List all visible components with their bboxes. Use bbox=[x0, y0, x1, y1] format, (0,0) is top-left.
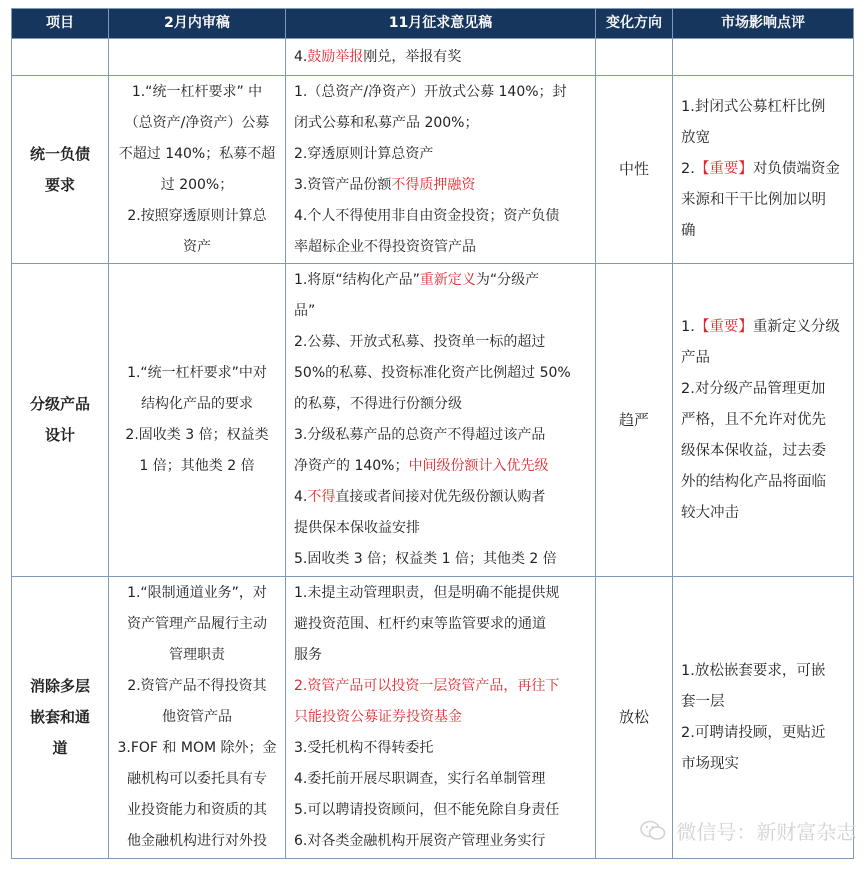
text-line bbox=[294, 232, 589, 263]
highlight-text: 中间级份额计入优先级 bbox=[408, 458, 549, 474]
text-line: 他资管产品 bbox=[162, 709, 232, 725]
text-line bbox=[681, 749, 845, 780]
comment-lines bbox=[681, 92, 845, 247]
item-line: 消除多层 bbox=[29, 677, 90, 695]
feb-lines bbox=[115, 358, 279, 482]
item-line: 设计 bbox=[44, 426, 75, 444]
text-line bbox=[294, 358, 589, 389]
text-line bbox=[294, 327, 589, 358]
text-line: 结构化产品的要求 bbox=[141, 396, 253, 412]
highlight-text: 不得质押融资 bbox=[391, 176, 476, 193]
nov-lines bbox=[294, 77, 589, 263]
text-segment: 5.可以聘请投资顾问，但不能免除自身责任 bbox=[294, 802, 560, 818]
feb-lines bbox=[115, 77, 279, 263]
item-line: 分级产品 bbox=[29, 395, 90, 413]
text-line bbox=[294, 451, 589, 482]
header-nov-draft: 11月征求意见稿 bbox=[286, 9, 596, 39]
text-line bbox=[294, 420, 589, 451]
text-segment: 率超标企业不得投资资管产品 bbox=[294, 238, 476, 255]
item-cell bbox=[12, 76, 109, 264]
text-line: 1 倍；其他类 2 倍 bbox=[139, 458, 255, 474]
watermark bbox=[640, 816, 856, 847]
table-row bbox=[12, 264, 854, 577]
text-line bbox=[294, 733, 589, 764]
wechat-icon bbox=[640, 820, 666, 847]
text-segment: 闭式公募和私募产品 200%； bbox=[294, 114, 479, 131]
text-segment: 产品 bbox=[681, 349, 710, 366]
text-line bbox=[681, 656, 845, 687]
text-segment: 服务 bbox=[294, 647, 322, 663]
text-line bbox=[681, 312, 845, 343]
text-segment: 对负债端资金 bbox=[752, 161, 840, 177]
text-segment: 4. bbox=[294, 489, 308, 505]
header-comment: 市场影响点评 bbox=[673, 9, 854, 39]
highlight-text: 【重要】 bbox=[694, 161, 753, 177]
direction-cell: 放松 bbox=[596, 577, 673, 859]
text-segment: 2.公募、开放式私募、投资单一标的超过 bbox=[294, 334, 546, 350]
feb-cell bbox=[109, 76, 286, 264]
text-line bbox=[294, 640, 589, 671]
text-segment: 2. bbox=[681, 161, 695, 177]
text-segment: 2.对分级产品管理更加 bbox=[681, 380, 826, 397]
text-segment: 6.对各类金融机构开展资产管理业务实行 bbox=[294, 833, 546, 849]
text-line: 业投资能力和资质的其 bbox=[127, 802, 267, 818]
text-segment: 1.封闭式公募杠杆比例 bbox=[681, 99, 826, 115]
text-segment: 1.（总资产/净资产）开放式公募 140%；封 bbox=[294, 83, 567, 100]
text-line: 2.固收类 3 倍；权益类 bbox=[125, 427, 269, 443]
text-line bbox=[681, 467, 845, 498]
text-line bbox=[681, 687, 845, 718]
item-line: 嵌套和通 bbox=[29, 708, 90, 726]
comment-cell bbox=[673, 76, 854, 264]
text-segment: 提供保本保收益安排 bbox=[294, 520, 420, 536]
text-line bbox=[294, 42, 589, 73]
text-segment: 确 bbox=[681, 223, 696, 239]
text-line bbox=[294, 826, 589, 857]
highlight-text: 2.资管产品可以投资一层资管产品，再往下 bbox=[294, 678, 560, 694]
text-line bbox=[681, 185, 845, 216]
text-segment: 4.个人不得使用非自由资金投资；资产负债 bbox=[294, 207, 560, 224]
text-segment: 外的结构化产品将面临 bbox=[681, 473, 826, 490]
text-line bbox=[294, 609, 589, 640]
text-line bbox=[294, 544, 589, 575]
text-line bbox=[681, 498, 845, 529]
item-line: 要求 bbox=[44, 175, 75, 194]
text-line bbox=[681, 343, 845, 374]
text-segment: 来源和干干比例加以明 bbox=[681, 192, 826, 208]
highlight-text: 【重要】 bbox=[694, 318, 753, 335]
nov-cell bbox=[286, 39, 596, 76]
highlight-text: 只能投资公募证券投资基金 bbox=[294, 709, 462, 725]
text-line: 2.资管产品不得投资其 bbox=[127, 678, 267, 694]
nov-lines bbox=[294, 578, 589, 857]
comparison-table bbox=[11, 8, 857, 859]
text-line: 过 200%； bbox=[160, 176, 234, 193]
text-segment: 刚兑，举报有奖 bbox=[363, 48, 462, 65]
item-cell bbox=[12, 577, 109, 859]
text-line bbox=[294, 265, 589, 296]
text-segment: 1.将原“结构化产品” bbox=[294, 272, 420, 288]
highlight-text: 不得 bbox=[307, 489, 336, 505]
text-line bbox=[294, 513, 589, 544]
text-line: 管理职责 bbox=[169, 647, 225, 663]
text-line: 资产 bbox=[183, 238, 211, 255]
text-line: 资产管理产品履行主动 bbox=[127, 616, 267, 632]
text-segment: 1.未提主动管理职责，但是明确不能提供规 bbox=[294, 585, 560, 601]
text-segment: 避投资范围、杠杆约束等监管要求的通道 bbox=[294, 616, 546, 632]
text-line bbox=[681, 92, 845, 123]
text-segment: 级保本保收益，过去委 bbox=[681, 442, 826, 459]
text-line bbox=[294, 170, 589, 201]
header-feb-draft: 2月内审稿 bbox=[109, 9, 286, 39]
text-segment: 套一层 bbox=[681, 693, 725, 710]
direction-cell: 趋严 bbox=[596, 264, 673, 577]
direction-cell: 中性 bbox=[596, 76, 673, 264]
text-segment: 放宽 bbox=[681, 130, 710, 146]
text-segment: 净资产的 140%； bbox=[294, 458, 409, 474]
text-segment: 为“分级产 bbox=[475, 272, 540, 288]
text-segment: 市场现实 bbox=[681, 755, 739, 772]
item-cell bbox=[12, 264, 109, 577]
text-line: 3.FOF 和 MOM 除外；金 bbox=[117, 740, 277, 756]
highlight-text: 重新定义 bbox=[419, 272, 476, 288]
text-segment: 4.委托前开展尽职调查，实行名单制管理 bbox=[294, 771, 546, 787]
text-segment: 3.资管产品份额 bbox=[294, 176, 392, 193]
comment-lines bbox=[681, 656, 845, 780]
text-line bbox=[681, 154, 845, 185]
text-line: 2.按照穿透原则计算总 bbox=[127, 207, 267, 224]
text-line bbox=[294, 296, 589, 327]
text-line: 1.“统一杠杆要求”中对 bbox=[127, 365, 267, 381]
text-line bbox=[681, 405, 845, 436]
comment-cell bbox=[673, 39, 854, 76]
text-line: 不超过 140%；私募不超 bbox=[118, 145, 276, 162]
feb-lines bbox=[115, 578, 279, 857]
text-segment: 重新定义分级 bbox=[752, 318, 840, 335]
text-segment: 较大冲击 bbox=[681, 504, 739, 521]
text-segment: 的私募，不得进行份额分级 bbox=[294, 396, 462, 412]
text-segment: 品” bbox=[294, 303, 316, 319]
text-line bbox=[294, 578, 589, 609]
text-line bbox=[681, 718, 845, 749]
text-segment: 4. bbox=[294, 48, 308, 65]
header-row bbox=[12, 9, 854, 39]
text-line bbox=[681, 123, 845, 154]
text-segment: 2.可聘请投顾，更贴近 bbox=[681, 724, 826, 741]
feb-cell bbox=[109, 577, 286, 859]
feb-cell bbox=[109, 39, 286, 76]
text-line bbox=[681, 216, 845, 247]
table-row bbox=[12, 76, 854, 264]
nov-lines bbox=[294, 42, 589, 73]
text-segment: 5.固收类 3 倍；权益类 1 倍；其他类 2 倍 bbox=[294, 551, 557, 567]
text-segment: 1. bbox=[681, 318, 695, 335]
text-line bbox=[681, 436, 845, 467]
text-line bbox=[294, 482, 589, 513]
header-item: 项目 bbox=[12, 9, 109, 39]
item-line: 统一负债 bbox=[29, 144, 90, 163]
text-segment: 3.受托机构不得转委托 bbox=[294, 740, 434, 756]
nov-cell bbox=[286, 577, 596, 859]
text-segment: 1.放松嵌套要求，可嵌 bbox=[681, 662, 826, 679]
header-direction: 变化方向 bbox=[596, 9, 673, 39]
text-segment: 50%的私募、投资标准化资产比例超过 50% bbox=[294, 365, 571, 381]
item-line: 道 bbox=[52, 739, 68, 757]
text-line bbox=[681, 374, 845, 405]
text-segment: 直接或者间接对优先级份额认购者 bbox=[335, 489, 546, 505]
text-line bbox=[294, 764, 589, 795]
text-line bbox=[294, 671, 589, 702]
text-line bbox=[294, 389, 589, 420]
watermark-text: 微信号：新财富杂志 bbox=[676, 820, 857, 844]
comment-lines bbox=[681, 312, 845, 529]
text-line bbox=[294, 139, 589, 170]
text-segment: 3.分级私募产品的总资产不得超过该产品 bbox=[294, 427, 546, 443]
text-line bbox=[294, 795, 589, 826]
text-line: 1.“限制通道业务”，对 bbox=[127, 585, 267, 601]
nov-cell bbox=[286, 264, 596, 577]
feb-cell bbox=[109, 264, 286, 577]
table-row bbox=[12, 39, 854, 76]
text-segment: 2.穿透原则计算总资产 bbox=[294, 145, 434, 162]
item-cell bbox=[12, 39, 109, 76]
comment-cell bbox=[673, 264, 854, 577]
text-line bbox=[294, 702, 589, 733]
direction-cell bbox=[596, 39, 673, 76]
nov-cell bbox=[286, 76, 596, 264]
text-segment: 严格，且不允许对优先 bbox=[681, 411, 826, 428]
text-line: （总资产/净资产）公募 bbox=[124, 114, 270, 131]
text-line bbox=[294, 77, 589, 108]
highlight-text: 鼓励举报 bbox=[307, 48, 364, 65]
text-line bbox=[294, 108, 589, 139]
nov-lines bbox=[294, 265, 589, 575]
text-line: 融机构可以委托具有专 bbox=[127, 771, 267, 787]
text-line bbox=[294, 201, 589, 232]
text-line: 他金融机构进行对外投 bbox=[127, 833, 267, 849]
text-line: 1.“统一杠杆要求” 中 bbox=[131, 83, 263, 100]
